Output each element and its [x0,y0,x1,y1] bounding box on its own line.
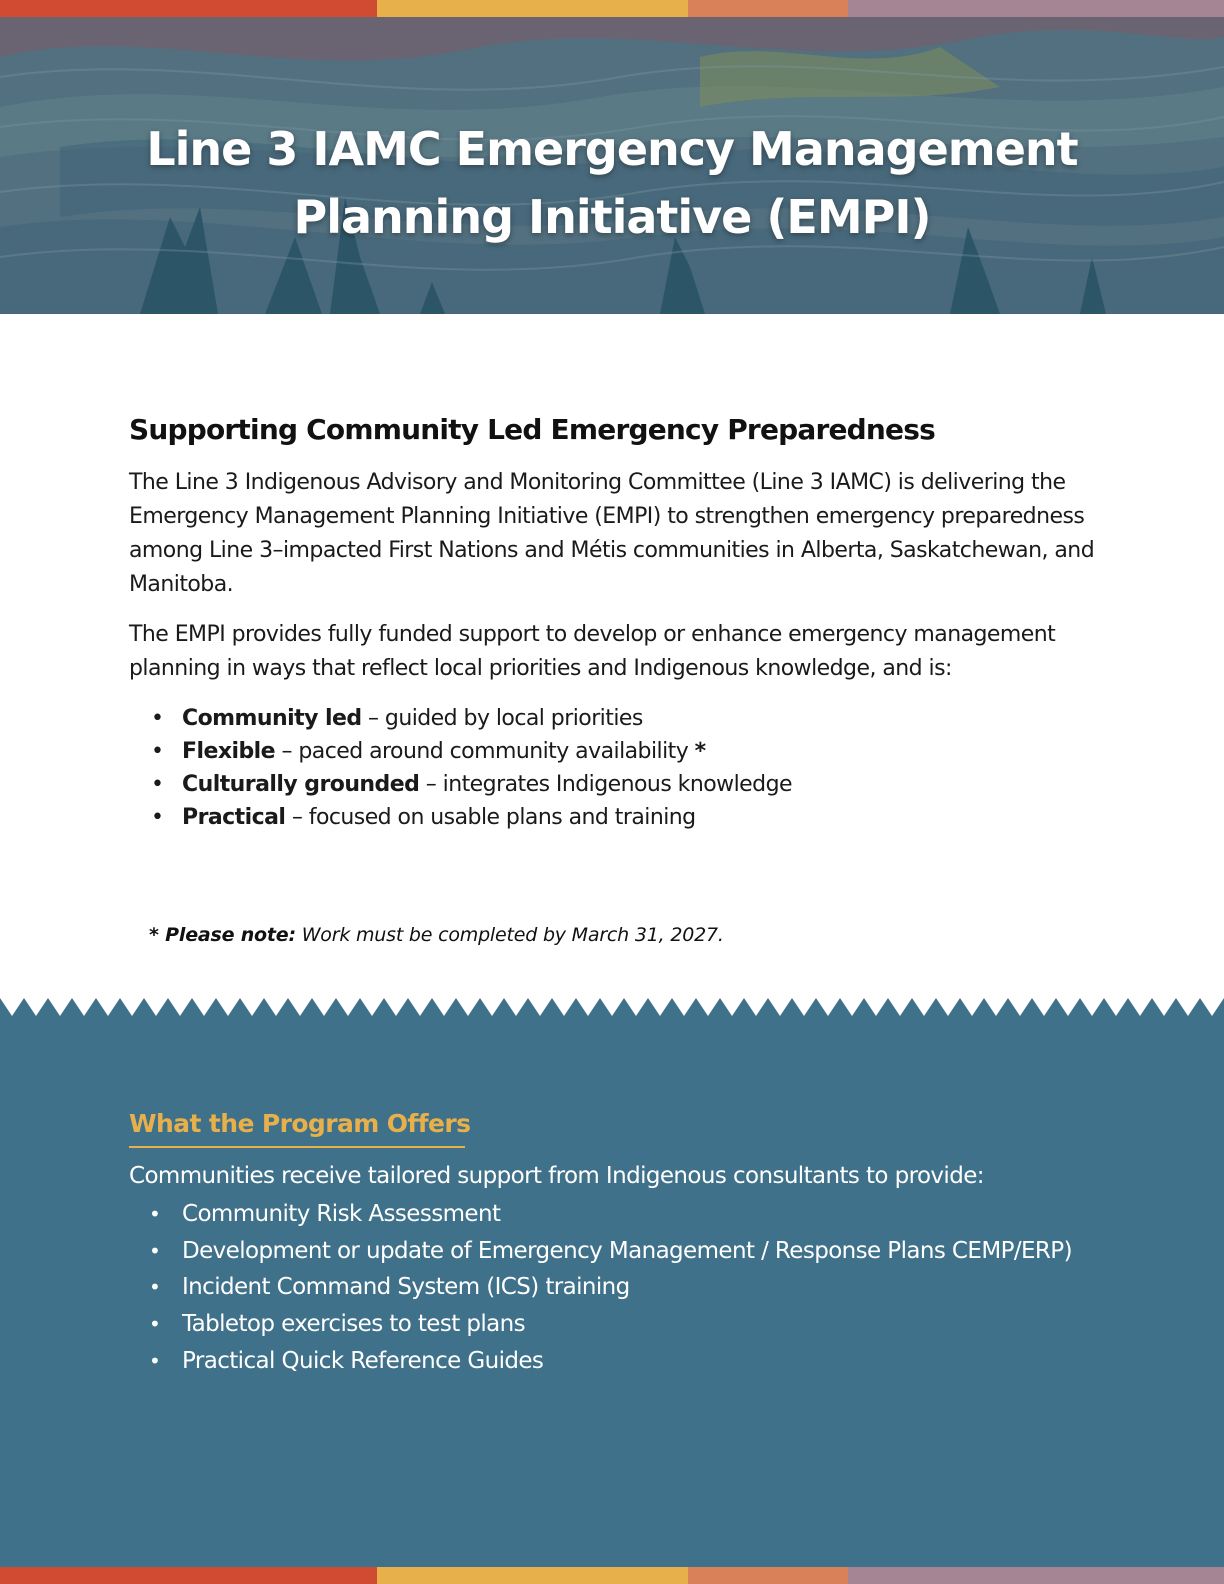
offers-lead: Communities receive tailored support from Indigenous consultants to provide: [129,1163,984,1189]
principles-list [129,702,1109,834]
bullet-icon: • [149,1312,161,1337]
stripe-mauve [848,1567,1224,1584]
list-item [129,702,1109,735]
bullet-icon: • [149,1348,161,1373]
bullet-icon: • [149,1275,161,1300]
intro-section [129,410,1109,834]
list-item [129,1343,1189,1380]
page-title-line-1: Line 3 IAMC Emergency Management [146,122,1078,176]
stripe-red [0,1567,377,1584]
offer-item: Development or update of Emergency Management / Response Plans CEMP/ERP) [182,1237,1072,1264]
footnote-marker: * [694,739,706,764]
principle-term: Culturally grounded [182,772,420,797]
list-item [129,735,1109,768]
list-item [129,1269,1189,1306]
principle-term: Community led [182,706,362,731]
hero-banner [0,17,1224,314]
page-title [0,115,1224,251]
list-item [129,768,1109,801]
bullet-icon: • [151,739,164,764]
offers-heading-underline [129,1146,465,1148]
principle-term: Practical [182,805,286,830]
offer-item: Community Risk Assessment [182,1201,501,1227]
stripe-gold [377,1567,688,1584]
offers-section [0,996,1224,1567]
bullet-icon: • [151,805,164,830]
page-title-line-2: Planning Initiative (EMPI) [293,190,931,244]
list-item [129,1306,1189,1343]
bottom-color-stripe [0,1567,1224,1584]
principle-term: Flexible [182,739,276,764]
list-item [129,1233,1189,1270]
bullet-icon: • [151,706,164,731]
offers-list [129,1196,1189,1380]
offer-item: Incident Command System (ICS) training [182,1274,630,1301]
list-item [129,801,1109,834]
bullet-icon: • [151,772,164,797]
stripe-red [0,0,377,17]
zigzag-divider [0,996,1224,1018]
bullet-icon: • [149,1202,161,1226]
intro-paragraph-2: The EMPI provides fully funded support to develop or enhance emergency management planning in ways that reflect local priorities and Indigenous knowledge, and is: [129,622,1056,681]
principle-description: – focused on usable plans and training [285,805,696,830]
note-label: * Please note: [149,924,296,946]
principle-description: – integrates Indigenous knowledge [419,772,792,797]
list-item [129,1196,1189,1233]
bullet-icon: • [149,1238,161,1263]
principle-description: – paced around community availability [275,739,695,764]
offer-item: Tabletop exercises to test plans [182,1311,526,1338]
note-text: Work must be completed by March 31, 2027. [295,924,724,946]
intro-paragraph-1: The Line 3 Indigenous Advisory and Monitoring Committee (Line 3 IAMC) is delivering the Emergency Management Planning Initiative (EMPI) to strengthen emergency preparedness among Line 3–impacted First Nations and Métis communities in Alberta, Saskatchewan, and Manitoba. [129,470,1095,597]
stripe-orange [688,1567,848,1584]
section-heading: Supporting Community Led Emergency Preparedness [129,413,935,446]
stripe-orange [688,0,848,17]
stripe-gold [377,0,688,17]
offer-item: Practical Quick Reference Guides [182,1347,544,1374]
stripe-mauve [848,0,1224,17]
principle-description: – guided by local priorities [361,706,643,731]
offers-heading: What the Program Offers [129,1109,471,1138]
deadline-note [149,920,1049,950]
top-color-stripe [0,0,1224,17]
